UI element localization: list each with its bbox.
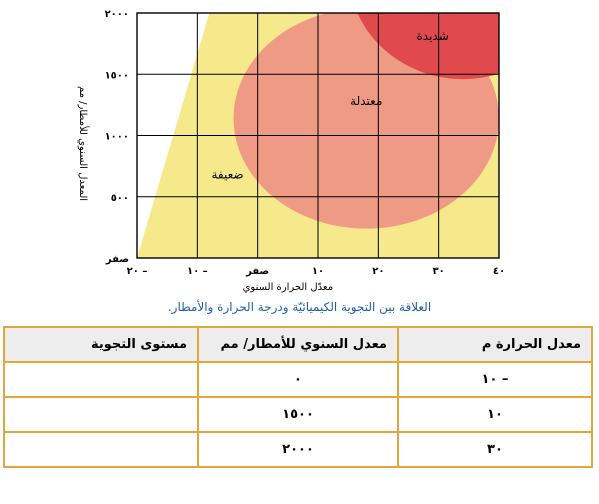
chart-caption: العلاقة بين التجوية الكيميائيّة ودرجة الحرارة والأمطار.	[167, 300, 432, 314]
weathering-table	[3, 326, 593, 468]
x-tick-label: ٣٠	[432, 266, 445, 277]
y-tick-label: ٢٠٠٠	[104, 9, 129, 20]
regions-layer	[137, 0, 577, 258]
cell-weathering-level[interactable]	[4, 397, 198, 432]
table-row	[4, 362, 592, 397]
cell-rainfall: ٢٠٠٠	[198, 432, 398, 467]
x-tick-label: ٢٠ –	[126, 266, 148, 277]
y-tick-label: ١٥٠٠	[104, 70, 129, 82]
cell-weathering-level[interactable]	[4, 362, 198, 397]
x-tick-label: ١٠ –	[186, 266, 208, 277]
table-row	[4, 432, 592, 467]
y-axis-title: المعدل السنوي للأمطار/ مم	[77, 85, 88, 202]
region-label: شديدة	[416, 28, 449, 43]
x-tick-label: ٢٠	[372, 266, 385, 277]
cell-temperature: ١٠	[398, 397, 592, 432]
region-label: معتدلة	[350, 93, 383, 108]
cell-temperature: – ١٠	[398, 362, 592, 397]
table-row	[4, 397, 592, 432]
cell-temperature: ٣٠	[398, 432, 592, 467]
y-tick-label: صفر	[105, 254, 129, 265]
header-weathering-level: مستوى التجوية	[4, 327, 198, 362]
x-tick-label: ٤٠	[492, 266, 506, 277]
x-tick-label: صفر	[246, 266, 270, 277]
x-tick-label: ١٠	[311, 266, 325, 277]
header-rainfall: معدل السنوي للأمطار/ مم	[198, 327, 398, 362]
region-label: ضعيفة	[211, 167, 244, 182]
x-axis-title: معدّل الحرارة السنوي	[242, 282, 334, 293]
table-header-row	[4, 327, 592, 362]
cell-rainfall: ١٥٠٠	[198, 397, 398, 432]
cell-rainfall: ٠	[198, 362, 398, 397]
y-tick-label: ٥٠٠	[110, 192, 129, 204]
y-tick-label: ١٠٠٠	[104, 131, 129, 143]
header-temperature: معدل الحرارة م	[398, 327, 592, 362]
cell-weathering-level[interactable]	[4, 432, 198, 467]
